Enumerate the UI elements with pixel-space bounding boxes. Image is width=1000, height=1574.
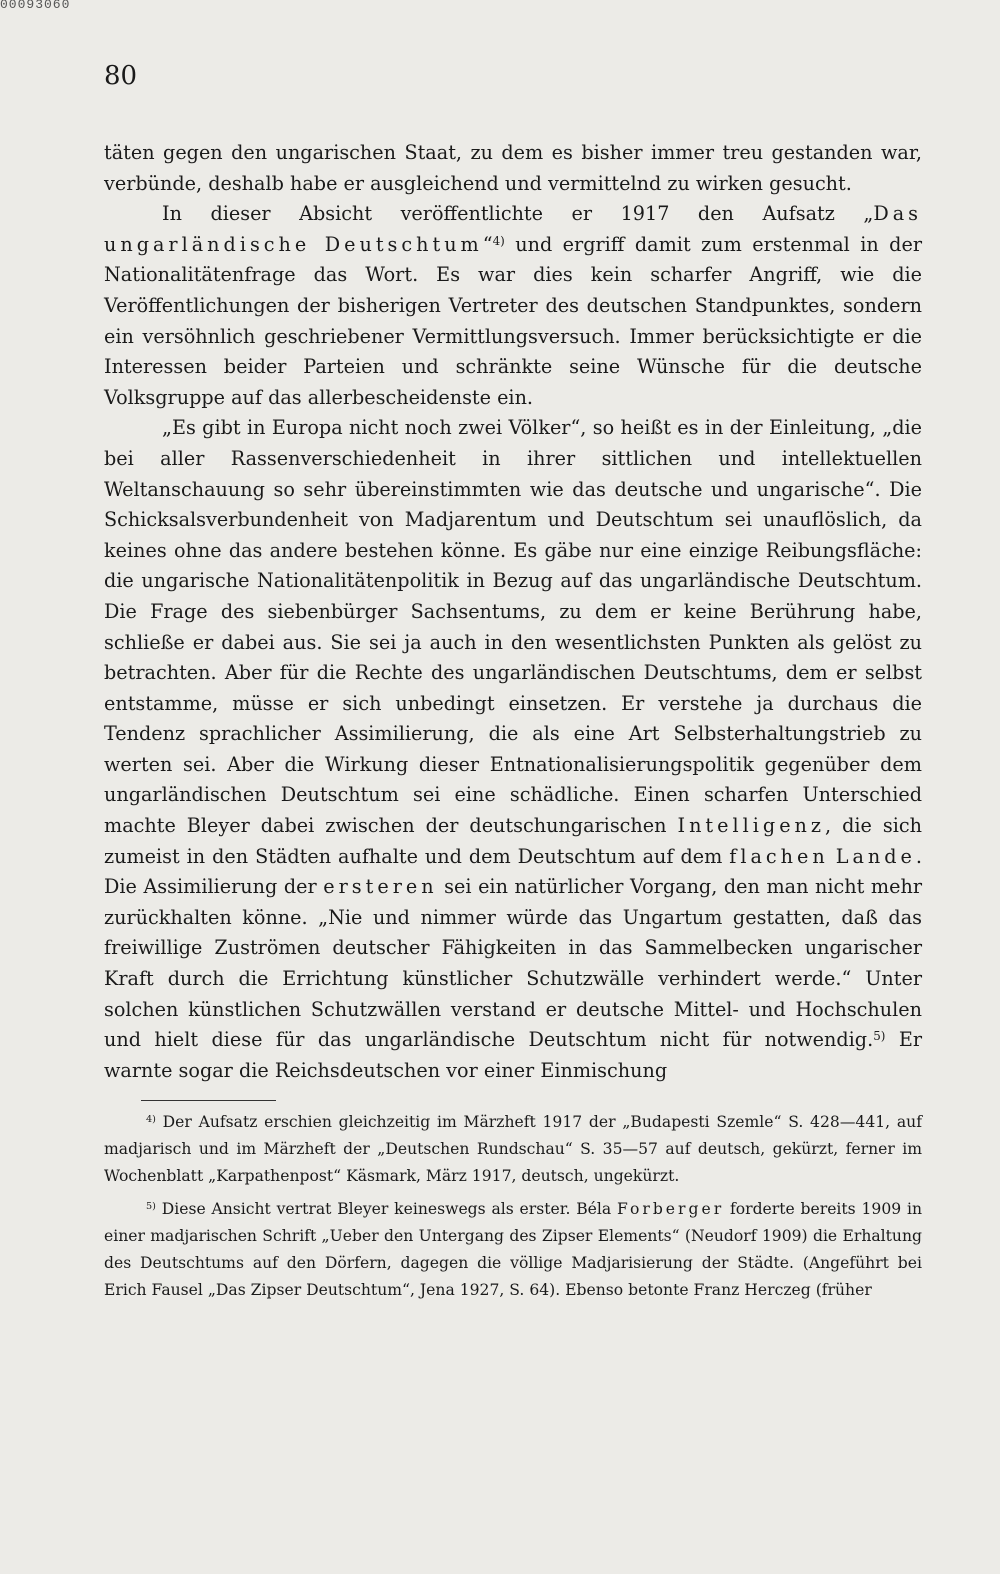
emphasis-ersteren: ersteren bbox=[323, 875, 438, 899]
footnote-ref-5: 5) bbox=[873, 1029, 886, 1044]
footnote-4-text: Der Aufsatz erschien gleichzeitig im Märzheft 1917 der „Budapesti Szemle“ S. 428—441, auf madjarisch und im Märzheft der „Deutschen Rundschau“ S. 35—57 auf deutsch, gekürzt, ferner im Wochenblatt „Karpathenpost“ Käsmark, März 1917, deutsch, ungekürzt. bbox=[104, 1113, 922, 1186]
footnote-ref-4: 4) bbox=[492, 233, 505, 248]
paragraph-3-part-d: . Die Assimilierung der bbox=[104, 844, 923, 899]
footnote-4 bbox=[104, 1109, 922, 1190]
emphasis-flachen: flachen bbox=[729, 844, 829, 868]
footnote-5-mark: 5) bbox=[146, 1201, 156, 1213]
footnote-4-mark: 4) bbox=[146, 1114, 156, 1126]
main-text bbox=[104, 138, 922, 1086]
scan-number: 00093060 bbox=[0, 0, 71, 10]
footnote-5-text-a: Diese Ansicht vertrat Bleyer keineswegs als erster. Béla bbox=[155, 1200, 618, 1219]
emphasis-intelligenz: Intelligenz bbox=[677, 814, 826, 838]
footnote-divider bbox=[141, 1100, 276, 1101]
book-page bbox=[104, 56, 922, 1310]
emphasis-lande: Lande bbox=[835, 844, 916, 868]
paragraph-3-part-e: sei ein natürlicher Vorgang, den man nicht mehr zurückhalten könne. „Nie und nimmer würde das Ungartum gestatten, daß das freiwillige Zuströmen deutscher Fähigkeiten in das Sammelbecken ungarischer Kraft durch die Errichtung künstlicher Schutzwälle verhindert werde.“ Unter solchen künstlichen Schutzwällen verstand er deutsche Mittel- und Hochschulen und hielt diese für das ungarländische Deutschtum nicht für notwendig. bbox=[104, 875, 922, 1052]
footnote-5-text-b: forderte bereits 1909 in einer madjarischen Schrift „Ueber den Untergang des Zipser Elements“ (Neudorf 1909) die Erhaltung des Deutschtums auf den Dörfern, dagegen die völlige Madjarisierung der Städte. (Angeführt bei Erich Fausel „Das Zipser Deutschtum“, Jena 1927, S. 64). Ebenso betonte Franz Herczeg (früher bbox=[104, 1200, 923, 1300]
paragraph-3-part-b: , die sich zumeist in den Städten aufhalte und dem Deutschtum auf dem bbox=[104, 814, 922, 868]
paragraph-3-part-a: „Es gibt in Europa nicht noch zwei Völker“, so heißt es in der Einleitung, „die bei aller Rassenverschiedenheit in ihrer sittlichen und intellektuellen Weltanschauung so sehr übereinstimmten wie das deutsche und ungarische“. Die Schicksalsverbundenheit von Madjarentum und Deutschtum sei unauflöslich, da keines ohne das andere bestehen könne. Es gäbe nur eine einzige Reibungsfläche: die ungarische Nationalitätenpolitik in Bezug auf das ungarländische Deutschtum. Die Frage des siebenbürger Sachsentums, zu dem er keine Berührung habe, schließe er dabei aus. Sie sei ja auch in den wesentlichsten Punkten als gelöst zu betrachten. Aber für die Rechte des ungarländischen Deutschtums, dem er selbst entstamme, müsse er sich unbedingt einsetzen. Er verstehe ja durchaus die Tendenz sprachlicher Assimilierung, die als eine Art Selbsterhaltungstrieb zu werten sei. Aber die Wirkung dieser Entnationalisierungspolitik gegenüber dem ungarländischen Deutschtum sei eine schädliche. Einen scharfen Unterschied machte Bleyer dabei zwischen der deutschungarischen bbox=[104, 416, 922, 838]
paragraph-3-space bbox=[829, 845, 836, 868]
paragraph-2-body: und ergriff damit zum erstenmal in der Nationalitätenfrage das Wort. Es war dies kein scharfer Angriff, wie die Veröffentlichungen der bisherigen Vertreter des deutschen Standpunktes, sondern ein versöhnlich geschriebener Vermittlungsversuch. Immer berücksichtigte er die Interessen beider Parteien und schränkte seine Wünsche für die deutsche Volksgruppe auf das allerbescheidenste ein. bbox=[104, 232, 922, 409]
footnote-5 bbox=[104, 1196, 922, 1304]
paragraph-3-part-f: Er warnte sogar die Reichsdeutschen vor einer Einmischung bbox=[104, 1028, 922, 1082]
paragraph-1: täten gegen den ungarischen Staat, zu dem es bisher immer treu gestanden war, verbünde, deshalb habe er ausgleichend und vermittelnd zu wirken gesucht. bbox=[104, 141, 922, 195]
emphasis-forberger: Forberger bbox=[617, 1200, 725, 1219]
essay-title: Das ungarländische Deutschtum bbox=[104, 202, 922, 256]
paragraph-3 bbox=[104, 413, 922, 1086]
closing-quote: “ bbox=[482, 232, 493, 256]
page-number: 80 bbox=[104, 61, 138, 91]
paragraph-2 bbox=[104, 199, 922, 413]
footnotes bbox=[104, 1109, 922, 1304]
paragraph-2-intro: In dieser Absicht veröffentlichte er 1917 den Aufsatz „ bbox=[162, 202, 874, 226]
